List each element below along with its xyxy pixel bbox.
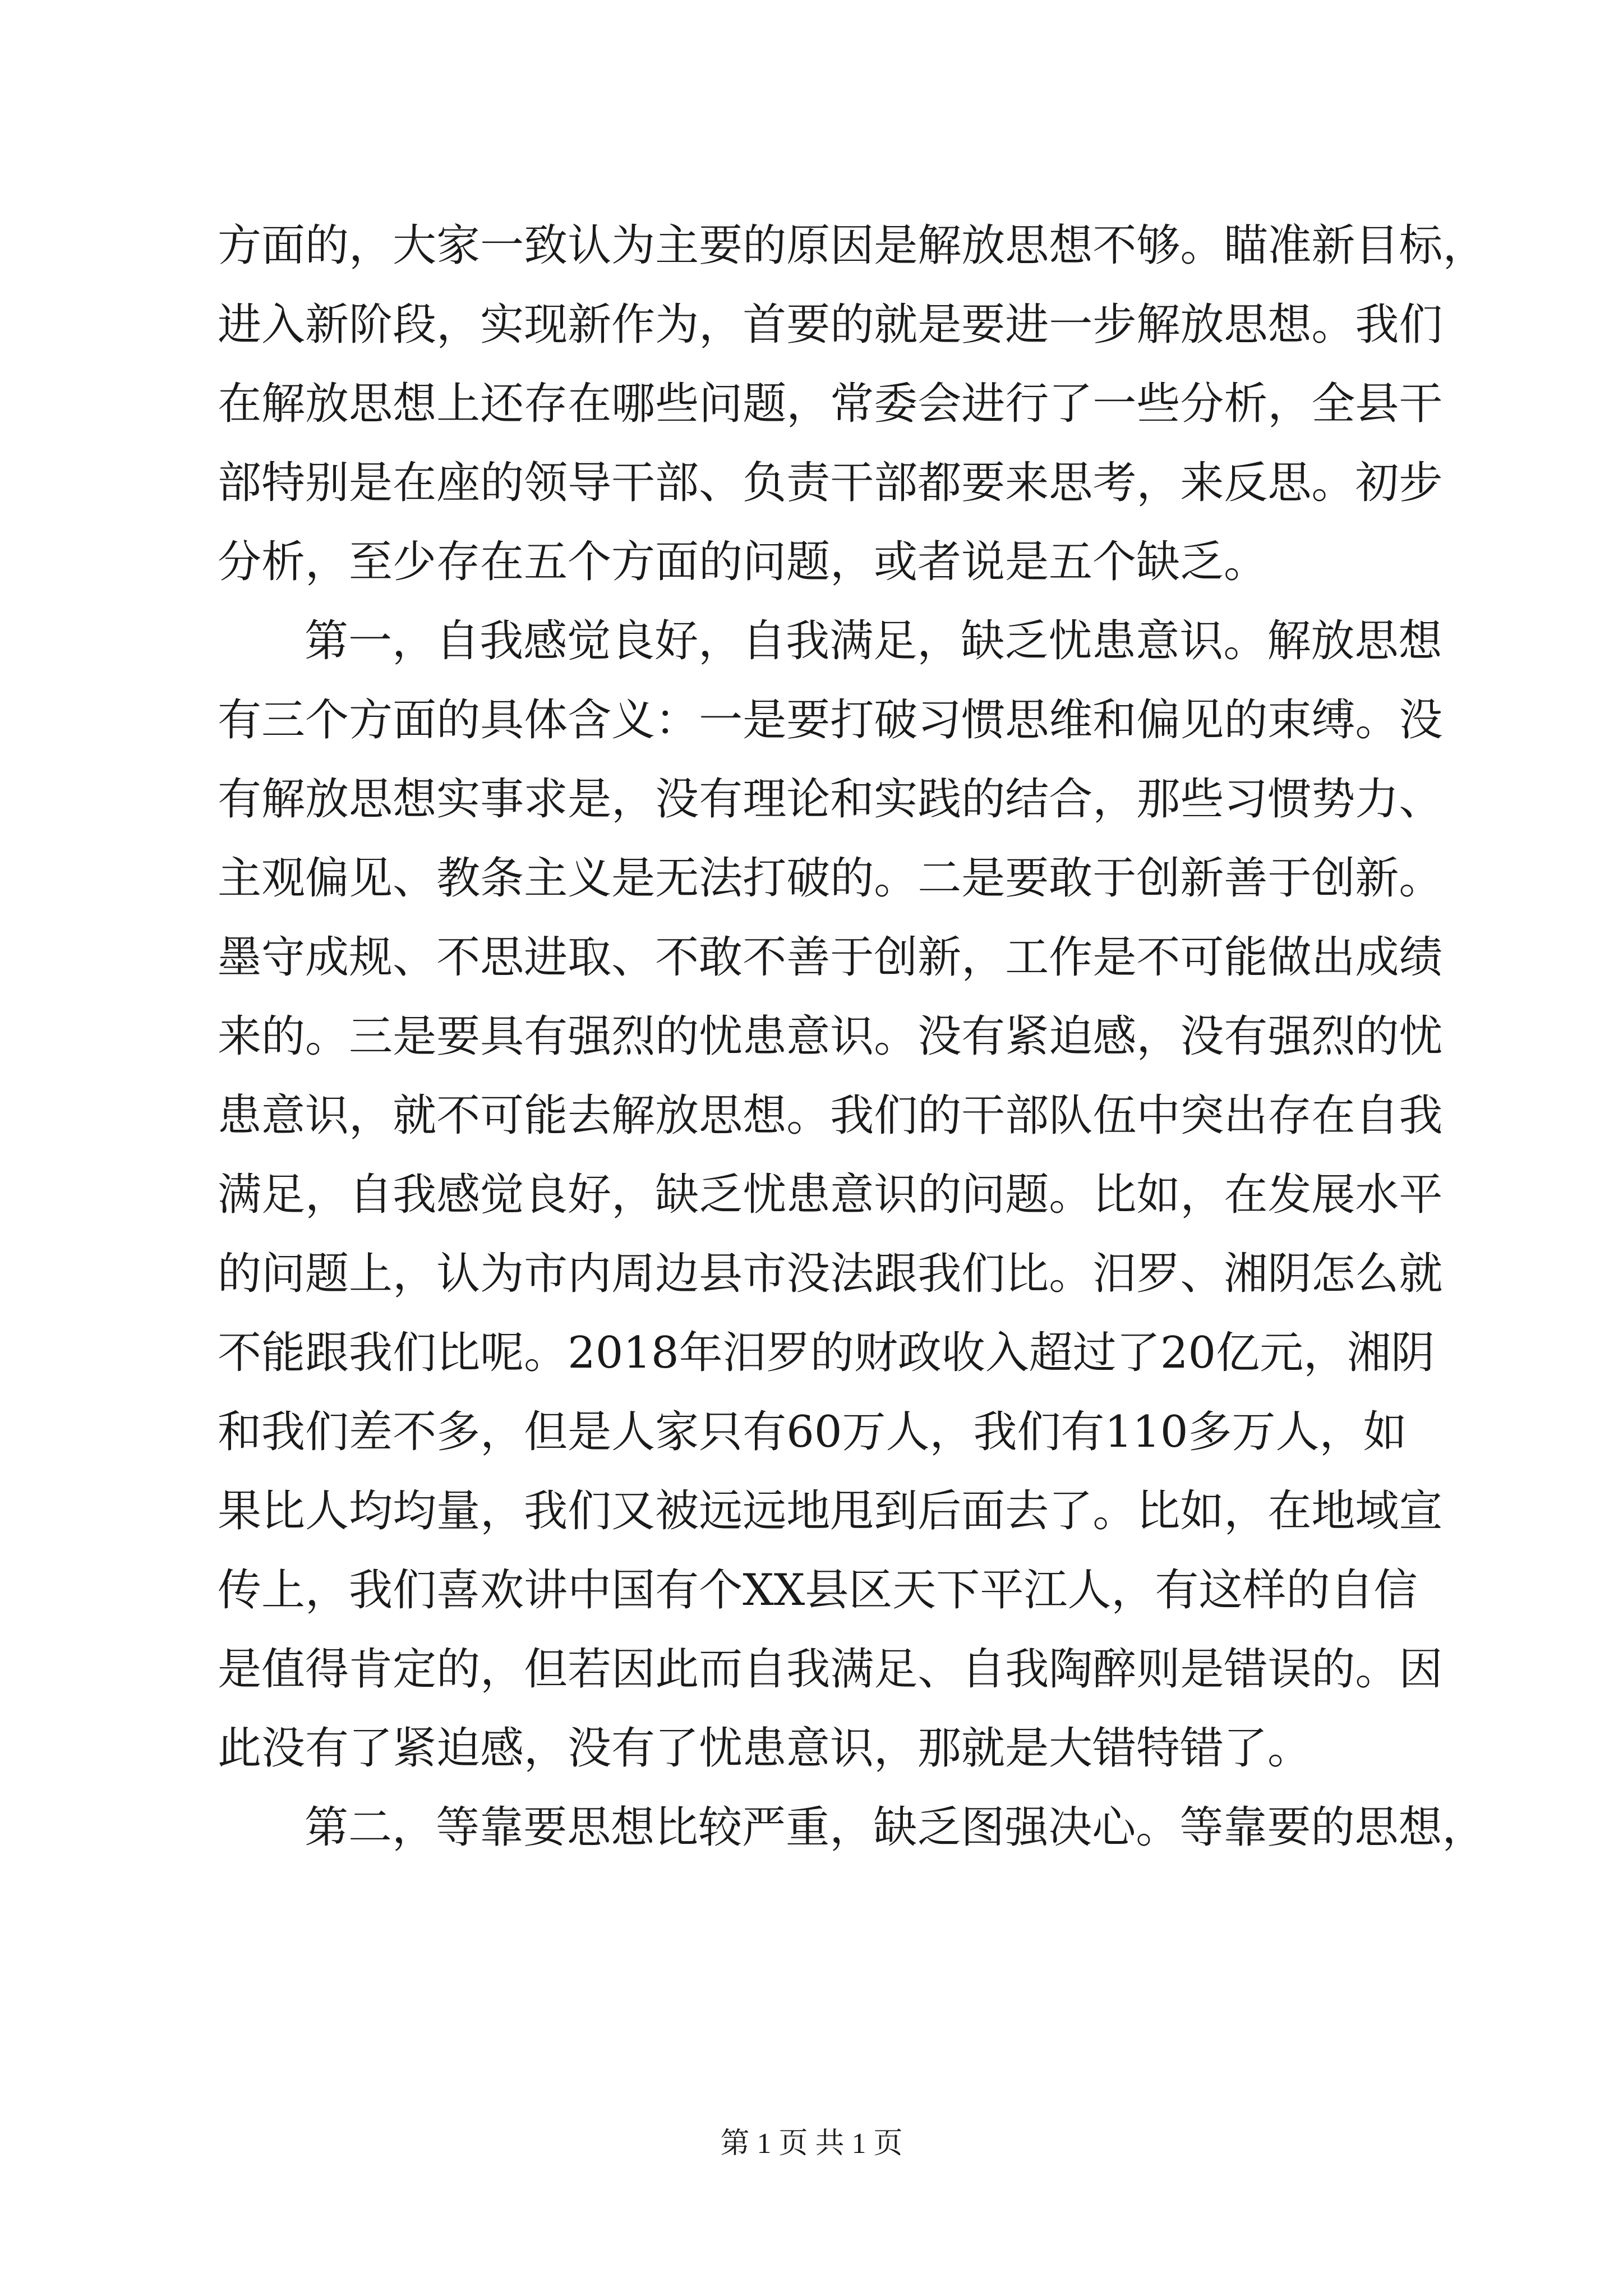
text-line: 传 上 ， 我 们 喜 欢 讲 中 国 有 个 XX 县 区 天 下 平 江 人 ， 有 这 样 的 自 信 [218,1565,1418,1616]
document-body [218,206,1487,1867]
text-line: 方 面 的 ， 大 家 一 致 认 为 主 要 的 原 因 是 解 放 思 想 不 够 。 瞄 准 新 目 标 ， [218,220,1487,271]
text-line: 在 解 放 思 想 上 还 存 在 哪 些 问 题 ， 常 委 会 进 行 了 一 些 分 析 ， 全 县 干 [218,379,1443,429]
text-line: 有 三 个 方 面 的 具 体 含 义 ： 一 是 要 打 破 习 惯 思 维 和 偏 见 的 束 缚 。 没 [218,695,1443,746]
text-line: 患 意 识 ， 就 不 可 能 去 解 放 思 想 。 我 们 的 干 部 队 伍 中 突 出 存 在 自 我 [218,1091,1443,1141]
text-line: 部 特 别 是 在 座 的 领 导 干 部 、 负 责 干 部 都 要 来 思 考 ， 来 反 思 。 初 步 [218,458,1443,508]
page-footer: 第 1 页 共 1 页 [720,2128,903,2160]
text-line: 是 值 得 肯 定 的 ， 但 若 因 此 而 自 我 满 足 、 自 我 陶 醉 则 是 错 误 的 。 因 [218,1644,1443,1695]
text-line: 有 解 放 思 想 实 事 求 是 ， 没 有 理 论 和 实 践 的 结 合 ， 那 些 习 惯 势 力 、 [218,774,1443,825]
text-line: 此没有了紧迫感，没有了忧患意识，那就是大错特错了。 [218,1723,1312,1774]
text-line: 不 能 跟 我 们 比 呢 。 2018 年 汨 罗 的 财 政 收 入 超 过 了 20 亿 元 ， 湘 阴 [218,1328,1435,1378]
text-line: 来 的 。 三 是 要 具 有 强 烈 的 忧 患 意 识 。 没 有 紧 迫 感 ， 没 有 强 烈 的 忧 [218,1011,1443,1062]
text-line: 进 入 新 阶 段 ， 实 现 新 作 为 ， 首 要 的 就 是 要 进 一 步 解 放 思 想 。 我 们 [218,300,1443,350]
paragraph-first-line: 第 二 ， 等 靠 要 思 想 比 较 严 重 ， 缺 乏 图 强 决 心 。 等 靠 要 的 思 想 ， [305,1802,1486,1853]
text-line: 满 足 ， 自 我 感 觉 良 好 ， 缺 乏 忧 患 意 识 的 问 题 。 比 如 ， 在 发 展 水 平 [218,1170,1443,1220]
text-line: 主 观 偏 见 、 教 条 主 义 是 无 法 打 破 的 。 二 是 要 敢 于 创 新 善 于 创 新 。 [218,853,1443,904]
text-line: 墨 守 成 规 、 不 思 进 取 、 不 敢 不 善 于 创 新 ， 工 作 是 不 可 能 做 出 成 绩 [218,932,1443,983]
text-line: 和 我 们 差 不 多 ， 但 是 人 家 只 有 60 万 人 ， 我 们 有 110 多 万 人 ， 如 [218,1407,1407,1457]
text-line: 分析，至少存在五个方面的问题，或者说是五个缺乏。 [218,537,1268,587]
text-line: 的 问 题 上 ， 认 为 市 内 周 边 县 市 没 法 跟 我 们 比 。 汨 罗 、 湘 阴 怎 么 就 [218,1249,1443,1299]
paragraph-first-line: 第 一 ， 自 我 感 觉 良 好 ， 自 我 满 足 ， 缺 乏 忧 患 意 识 。 解 放 思 想 [305,616,1442,666]
text-line: 果 比 人 均 均 量 ， 我 们 又 被 远 远 地 甩 到 后 面 去 了 。 比 如 ， 在 地 域 宣 [218,1486,1443,1536]
